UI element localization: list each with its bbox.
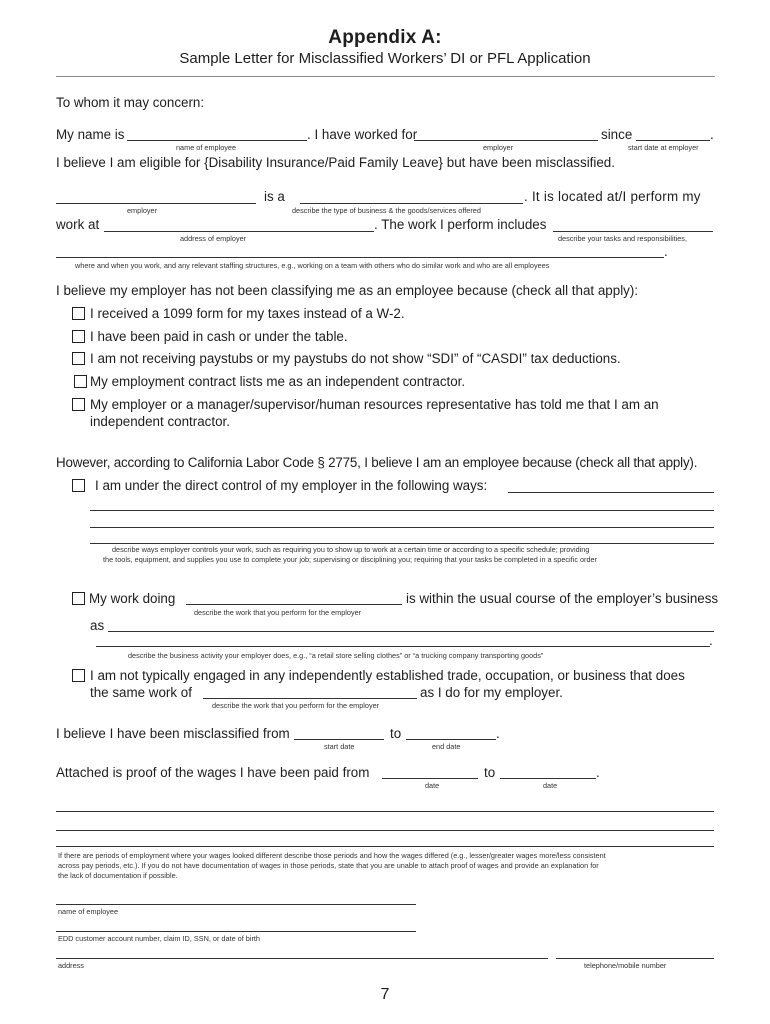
trade-line-2a: the same work of xyxy=(90,685,192,700)
checkbox-contract[interactable] xyxy=(74,375,87,388)
wages-field-1[interactable] xyxy=(56,811,714,812)
header-divider xyxy=(56,76,715,77)
signature-id-field[interactable] xyxy=(56,931,416,932)
wages-caption-2: across pay periods, etc.). If you do not have documentation of wages in those periods, state that you are unable to attach proof of wages and provide an explanation for xyxy=(58,861,599,870)
control-field-4[interactable] xyxy=(90,543,714,544)
trade-line-1: I am not typically engaged in any independently established trade, occupation, or business that does xyxy=(90,668,685,683)
page-title: Appendix A: xyxy=(328,27,442,48)
wages-caption-1: If there are periods of employment where your wages looked different describe those periods and how the wages differed (e.g., lesser/greater wages more/less consistent xyxy=(58,851,606,860)
start-date-field[interactable] xyxy=(636,140,710,141)
signature-phone-caption: telephone/mobile number xyxy=(584,961,667,970)
salutation: To whom it may concern: xyxy=(56,95,205,110)
tasks-field[interactable] xyxy=(553,231,713,232)
control-text: I am under the direct control of my employer in the following ways: xyxy=(95,478,488,493)
signature-name-field[interactable] xyxy=(56,904,416,905)
wages-from-field[interactable] xyxy=(382,778,478,779)
as-field-1[interactable] xyxy=(108,631,714,632)
work-at-text: work at xyxy=(56,217,100,232)
trade-work-field[interactable] xyxy=(203,698,417,699)
since-text: since xyxy=(601,127,633,142)
tasks-caption: describe your tasks and responsibilities, xyxy=(558,234,687,243)
signature-address-caption: address xyxy=(58,961,84,970)
as-caption: describe the business activity your employer does, e.g., “a retail store selling clothes” or “a trucking company transporting goods” xyxy=(128,651,544,660)
trade-caption: describe the work that you perform for the employer xyxy=(212,701,380,710)
wages-caption-3: the lack of documentation if possible. xyxy=(58,871,178,880)
item-told: My employer or a manager/supervisor/human resources representative has told me that I am an xyxy=(90,397,659,412)
page-number: 7 xyxy=(380,986,390,1003)
checkbox-course[interactable] xyxy=(72,592,85,605)
wages-from-caption: date xyxy=(425,781,440,790)
signature-id-caption: EDD customer account number, claim ID, SSN, or date of birth xyxy=(58,934,260,943)
misclassified-to: to xyxy=(390,726,402,741)
misclassified-period: . xyxy=(496,726,500,741)
control-field-2[interactable] xyxy=(90,510,714,511)
checkbox-cash[interactable] xyxy=(72,330,85,343)
as-field-2[interactable] xyxy=(96,646,710,647)
control-field-1[interactable] xyxy=(508,492,714,493)
checkbox-paystubs[interactable] xyxy=(72,352,85,365)
eligible-sentence: I believe I am eligible for {Disability Insurance/Paid Family Leave} but have been misclassified. xyxy=(56,155,615,170)
as-text: as xyxy=(90,618,105,633)
tasks-caption-2: where and when you work, and any relevant staffing structures, e.g., working on a team with others who do similar work and who are all employees xyxy=(75,261,550,270)
signature-phone-field[interactable] xyxy=(556,958,714,959)
section2-intro: However, according to California Labor Code § 2775, I believe I am an employee because (check all that apply). xyxy=(56,455,698,470)
as-period: . xyxy=(709,633,713,648)
is-a-text: is a xyxy=(264,189,285,204)
item-told-cont: independent contractor. xyxy=(90,414,230,429)
checkbox-1099[interactable] xyxy=(72,307,85,320)
page-subtitle: Sample Letter for Misclassified Workers’ DI or PFL Application xyxy=(179,50,591,67)
misclassified-end-field[interactable] xyxy=(406,739,496,740)
wages-to-caption: date xyxy=(543,781,558,790)
name-caption: name of employee xyxy=(176,143,237,152)
located-text: . It is located at/I perform my xyxy=(524,189,701,204)
wages-field-3[interactable] xyxy=(56,846,714,847)
address-caption: address of employer xyxy=(180,234,247,243)
item-contract: My employment contract lists me as an independent contractor. xyxy=(90,374,466,389)
item-1099: I received a 1099 form for my taxes instead of a W-2. xyxy=(90,306,405,321)
work-perform-text: . The work I perform includes xyxy=(374,217,547,232)
worked-for-text: . I have worked for xyxy=(307,127,418,142)
start-date-caption-2: start date xyxy=(324,742,355,751)
employee-name-field[interactable] xyxy=(127,140,307,141)
since-period: . xyxy=(710,127,714,142)
misclassified-start-field[interactable] xyxy=(294,739,384,740)
control-caption-1: describe ways employer controls your work, such as requiring you to show up to work at a certain time or according to a specific schedule; providing xyxy=(112,545,590,554)
course-text-a: My work doing xyxy=(89,591,176,606)
checkbox-trade[interactable] xyxy=(72,669,85,682)
business-caption: describe the type of business & the goods/services offered xyxy=(292,206,481,215)
course-work-field[interactable] xyxy=(186,604,402,605)
employer-field-2[interactable] xyxy=(56,203,256,204)
tasks-field-2[interactable] xyxy=(56,257,664,258)
employer-field[interactable] xyxy=(414,140,598,141)
wages-period: . xyxy=(596,765,600,780)
trade-line-2b: as I do for my employer. xyxy=(420,685,563,700)
checkbox-control[interactable] xyxy=(72,479,85,492)
wages-text: Attached is proof of the wages I have been paid from xyxy=(56,765,370,780)
course-caption: describe the work that you perform for the employer xyxy=(194,608,362,617)
employer-caption-2: employer xyxy=(127,206,158,215)
business-type-field[interactable] xyxy=(300,203,523,204)
tasks-period: . xyxy=(664,244,668,259)
wages-to: to xyxy=(484,765,496,780)
course-text-b: is within the usual course of the employer’s business xyxy=(406,591,719,606)
start-date-caption: start date at employer xyxy=(628,143,699,152)
checkbox-told[interactable] xyxy=(72,398,85,411)
control-field-3[interactable] xyxy=(90,527,714,528)
section1-intro: I believe my employer has not been classifying me as an employee because (check all that apply): xyxy=(56,283,639,298)
signature-name-caption: name of employee xyxy=(58,907,119,916)
address-field[interactable] xyxy=(104,231,374,232)
employer-caption: employer xyxy=(483,143,514,152)
control-caption-2: the tools, equipment, and supplies you use to complete your job; supervising or disciplining you; requiring that your tasks be completed in a specific order xyxy=(103,555,598,564)
end-date-caption: end date xyxy=(432,742,461,751)
item-cash: I have been paid in cash or under the table. xyxy=(90,329,348,344)
item-paystubs: I am not receiving paystubs or my paystubs do not show “SDI” of “CASDI” tax deductions. xyxy=(90,351,621,366)
wages-field-2[interactable] xyxy=(56,830,714,831)
misclassified-text: I believe I have been misclassified from xyxy=(56,726,290,741)
wages-to-field[interactable] xyxy=(500,778,596,779)
name-intro: My name is xyxy=(56,127,125,142)
signature-address-field[interactable] xyxy=(56,958,548,959)
